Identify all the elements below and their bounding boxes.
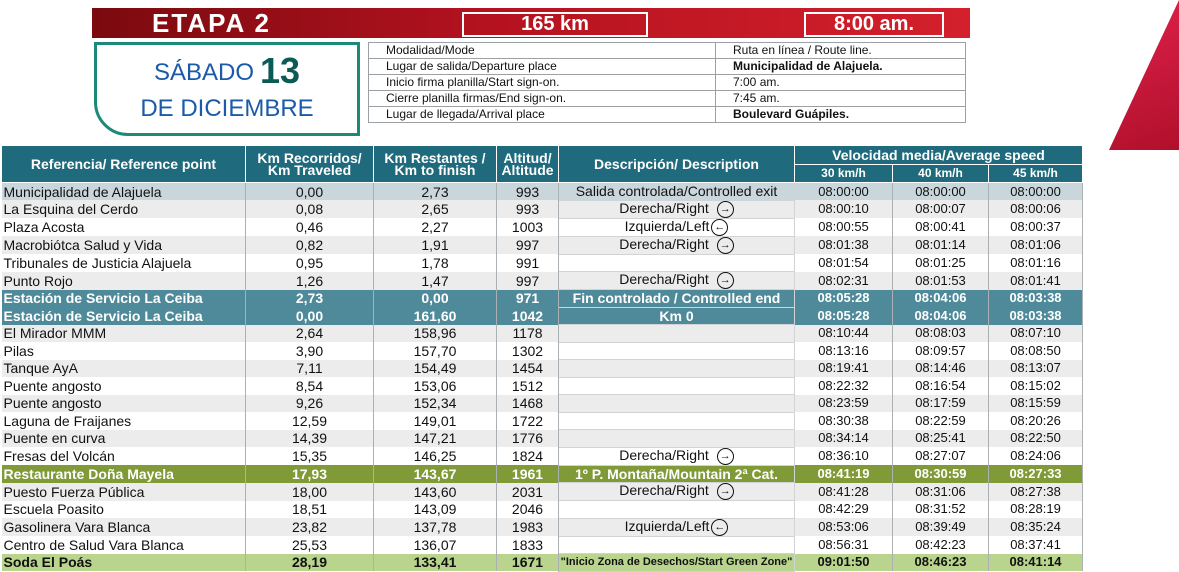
table-row	[2, 183, 1083, 201]
km-traveled-cell: 7,11	[246, 360, 374, 378]
km-traveled-cell: 23,82	[246, 518, 374, 536]
table-row	[2, 342, 1083, 360]
altitude-cell: 1042	[497, 307, 559, 325]
km-to-finish-cell: 146,25	[374, 447, 497, 465]
description-cell	[559, 307, 795, 325]
km-traveled-cell: 2,64	[246, 325, 374, 343]
km-traveled-cell: 17,93	[246, 465, 374, 483]
description-cell	[559, 342, 795, 360]
reference-cell: Pilas	[2, 342, 246, 360]
time-30-cell: 08:00:10	[795, 200, 893, 218]
table-row	[2, 272, 1083, 290]
info-label: Lugar de salida/Departure place	[369, 59, 716, 75]
time-30-cell: 08:34:14	[795, 430, 893, 448]
route-table	[1, 145, 1083, 572]
info-row	[369, 91, 966, 107]
km-to-finish-cell: 1,91	[374, 236, 497, 254]
time-30-cell: 08:02:31	[795, 272, 893, 290]
reference-cell: El Mirador MMM	[2, 325, 246, 343]
table-row	[2, 325, 1083, 343]
arrow-right-icon: →	[717, 448, 734, 465]
table-row	[2, 465, 1083, 483]
table-row	[2, 518, 1083, 536]
time-30-cell: 08:10:44	[795, 325, 893, 343]
reference-cell: Escuela Poasito	[2, 501, 246, 519]
altitude-cell: 1961	[497, 465, 559, 483]
description-cell	[559, 447, 795, 465]
time-40-cell: 08:39:49	[893, 518, 989, 536]
km-to-finish-cell: 154,49	[374, 360, 497, 378]
time-40-cell: 08:42:23	[893, 536, 989, 554]
time-30-cell: 08:05:28	[795, 307, 893, 325]
info-value: Boulevard Guápiles.	[716, 107, 966, 123]
table-row	[2, 536, 1083, 554]
km-traveled-cell: 1,26	[246, 272, 374, 290]
description-cell	[559, 325, 795, 343]
km-traveled-cell: 18,00	[246, 483, 374, 501]
header-speed-45: 45 km/h	[989, 164, 1083, 183]
reference-cell: Estación de Servicio La Ceiba	[2, 290, 246, 308]
date-line-1	[97, 50, 357, 91]
info-row	[369, 107, 966, 123]
altitude-cell: 2031	[497, 483, 559, 501]
time-30-cell: 08:42:29	[795, 501, 893, 519]
km-to-finish-cell: 0,00	[374, 290, 497, 308]
km-traveled-cell: 9,26	[246, 395, 374, 413]
description-text: Izquierda/Left	[624, 518, 710, 534]
km-to-finish-cell: 143,67	[374, 465, 497, 483]
km-traveled-cell: 0,82	[246, 236, 374, 254]
stage-distance: 165 km	[462, 12, 648, 37]
km-traveled-cell: 0,00	[246, 307, 374, 325]
table-row	[2, 412, 1083, 430]
time-45-cell: 08:41:14	[989, 554, 1083, 572]
description-cell	[559, 554, 795, 572]
altitude-cell: 997	[497, 236, 559, 254]
time-40-cell: 08:04:06	[893, 307, 989, 325]
table-row	[2, 307, 1083, 325]
km-traveled-cell: 2,73	[246, 290, 374, 308]
arrow-left-icon: ←	[711, 219, 728, 236]
km-to-finish-cell: 143,60	[374, 483, 497, 501]
table-row	[2, 447, 1083, 465]
reference-cell: Municipalidad de Alajuela	[2, 183, 246, 201]
table-row	[2, 254, 1083, 272]
table-row	[2, 483, 1083, 501]
time-45-cell: 08:35:24	[989, 518, 1083, 536]
reference-cell: Soda El Poás	[2, 554, 246, 572]
time-30-cell: 08:41:19	[795, 465, 893, 483]
description-cell	[559, 236, 795, 254]
description-cell	[559, 272, 795, 290]
km-to-finish-cell: 2,73	[374, 183, 497, 201]
description-cell	[559, 183, 795, 201]
description-cell	[559, 412, 795, 430]
reference-cell: Gasolinera Vara Blanca	[2, 518, 246, 536]
time-45-cell: 08:01:06	[989, 236, 1083, 254]
time-30-cell: 08:01:54	[795, 254, 893, 272]
time-30-cell: 08:56:31	[795, 536, 893, 554]
header-km-traveled: Km Recorridos/ Km Traveled	[246, 146, 374, 183]
time-40-cell: 08:31:06	[893, 483, 989, 501]
altitude-cell: 1468	[497, 395, 559, 413]
reference-cell: Laguna de Fraijanes	[2, 412, 246, 430]
time-45-cell: 08:03:38	[989, 307, 1083, 325]
table-row	[2, 395, 1083, 413]
arrow-right-icon: →	[717, 483, 734, 500]
altitude-cell: 1722	[497, 412, 559, 430]
km-traveled-cell: 18,51	[246, 501, 374, 519]
time-45-cell: 08:37:41	[989, 536, 1083, 554]
time-40-cell: 08:08:03	[893, 325, 989, 343]
reference-cell: Plaza Acosta	[2, 218, 246, 236]
km-traveled-cell: 14,39	[246, 430, 374, 448]
table-row	[2, 290, 1083, 308]
red-corner-shape	[1109, 0, 1179, 150]
altitude-cell: 1776	[497, 430, 559, 448]
info-label: Inicio firma planilla/Start sign-on.	[369, 75, 716, 91]
info-value: Ruta en línea / Route line.	[716, 43, 966, 59]
description-cell	[559, 200, 795, 218]
time-30-cell: 08:19:41	[795, 360, 893, 378]
reference-cell: La Esquina del Cerdo	[2, 200, 246, 218]
km-to-finish-cell: 1,47	[374, 272, 497, 290]
km-to-finish-cell: 2,65	[374, 200, 497, 218]
table-row	[2, 360, 1083, 378]
time-40-cell: 08:25:41	[893, 430, 989, 448]
altitude-cell: 1003	[497, 218, 559, 236]
reference-cell: Puente angosto	[2, 395, 246, 413]
km-to-finish-cell: 136,07	[374, 536, 497, 554]
reference-cell: Centro de Salud Vara Blanca	[2, 536, 246, 554]
time-30-cell: 08:05:28	[795, 290, 893, 308]
km-to-finish-cell: 147,21	[374, 430, 497, 448]
altitude-cell: 1671	[497, 554, 559, 572]
stage-title: ETAPA 2	[152, 8, 271, 38]
altitude-cell: 1833	[497, 536, 559, 554]
day-number: 13	[259, 50, 301, 91]
header-speed-30: 30 km/h	[795, 164, 893, 183]
reference-cell: Puente en curva	[2, 430, 246, 448]
table-row	[2, 501, 1083, 519]
time-30-cell: 08:36:10	[795, 447, 893, 465]
altitude-cell: 1824	[497, 447, 559, 465]
km-traveled-cell: 0,08	[246, 200, 374, 218]
table-row	[2, 430, 1083, 448]
time-40-cell: 08:46:23	[893, 554, 989, 572]
time-45-cell: 08:24:06	[989, 447, 1083, 465]
time-45-cell: 08:07:10	[989, 325, 1083, 343]
arrow-left-icon: ←	[711, 519, 728, 536]
altitude-cell: 971	[497, 290, 559, 308]
time-45-cell: 08:00:06	[989, 200, 1083, 218]
km-traveled-cell: 28,19	[246, 554, 374, 572]
description-text: Derecha/Right	[619, 236, 709, 252]
km-to-finish-cell: 153,06	[374, 377, 497, 395]
time-45-cell: 08:20:26	[989, 412, 1083, 430]
altitude-cell: 1178	[497, 325, 559, 343]
time-45-cell: 08:00:00	[989, 183, 1083, 201]
description-cell	[559, 465, 795, 483]
km-traveled-cell: 0,95	[246, 254, 374, 272]
weekday: SÁBADO	[153, 59, 254, 86]
time-45-cell: 08:01:16	[989, 254, 1083, 272]
month: DE DICIEMBRE	[140, 95, 314, 122]
time-30-cell: 08:30:38	[795, 412, 893, 430]
reference-cell: Tanque AyA	[2, 360, 246, 378]
info-label: Lugar de llegada/Arrival place	[369, 107, 716, 123]
km-traveled-cell: 8,54	[246, 377, 374, 395]
description-text: 1º P. Montaña/Mountain 2ª Cat.	[575, 465, 778, 482]
description-text: Derecha/Right	[619, 271, 709, 288]
km-to-finish-cell: 157,70	[374, 342, 497, 360]
time-40-cell: 08:09:57	[893, 342, 989, 360]
km-traveled-cell: 25,53	[246, 536, 374, 554]
description-cell	[559, 501, 795, 519]
table-row	[2, 377, 1083, 395]
start-time: 8:00 am.	[804, 12, 944, 37]
time-45-cell: 08:00:37	[989, 218, 1083, 236]
description-cell	[559, 430, 795, 448]
km-to-finish-cell: 158,96	[374, 325, 497, 343]
km-to-finish-cell: 152,34	[374, 395, 497, 413]
altitude-cell: 991	[497, 254, 559, 272]
time-30-cell: 08:41:28	[795, 483, 893, 501]
description-text: Derecha/Right	[619, 482, 709, 499]
time-45-cell: 08:22:50	[989, 430, 1083, 448]
time-40-cell: 08:04:06	[893, 290, 989, 308]
table-row	[2, 200, 1083, 218]
reference-cell: Punto Rojo	[2, 272, 246, 290]
reference-cell: Puesto Fuerza Pública	[2, 483, 246, 501]
time-45-cell: 08:27:33	[989, 465, 1083, 483]
description-text: Derecha/Right	[619, 447, 709, 463]
time-45-cell: 08:15:02	[989, 377, 1083, 395]
time-40-cell: 08:31:52	[893, 501, 989, 519]
reference-cell: Fresas del Volcán	[2, 447, 246, 465]
km-traveled-cell: 15,35	[246, 447, 374, 465]
description-cell	[559, 536, 795, 554]
altitude-cell: 1512	[497, 377, 559, 395]
arrow-right-icon: →	[717, 201, 734, 218]
time-30-cell: 08:22:32	[795, 377, 893, 395]
time-40-cell: 08:27:07	[893, 447, 989, 465]
info-label: Modalidad/Mode	[369, 43, 716, 59]
info-value: 7:45 am.	[716, 91, 966, 107]
description-cell	[559, 290, 795, 308]
time-40-cell: 08:16:54	[893, 377, 989, 395]
time-40-cell: 08:17:59	[893, 395, 989, 413]
header-km-to-finish: Km Restantes / Km to finish	[374, 146, 497, 183]
km-to-finish-cell: 2,27	[374, 218, 497, 236]
reference-cell: Puente angosto	[2, 377, 246, 395]
altitude-cell: 993	[497, 200, 559, 218]
km-to-finish-cell: 1,78	[374, 254, 497, 272]
reference-cell: Estación de Servicio La Ceiba	[2, 307, 246, 325]
info-row	[369, 75, 966, 91]
description-cell	[559, 395, 795, 413]
time-45-cell: 08:15:59	[989, 395, 1083, 413]
km-traveled-cell: 3,90	[246, 342, 374, 360]
description-cell	[559, 483, 795, 501]
time-45-cell: 08:13:07	[989, 360, 1083, 378]
arrow-right-icon: →	[717, 237, 734, 254]
description-cell	[559, 518, 795, 536]
info-value: Municipalidad de Alajuela.	[716, 59, 966, 75]
km-to-finish-cell: 137,78	[374, 518, 497, 536]
description-cell	[559, 360, 795, 378]
time-30-cell: 08:00:00	[795, 183, 893, 201]
table-row	[2, 554, 1083, 572]
time-45-cell: 08:28:19	[989, 501, 1083, 519]
time-45-cell: 08:01:41	[989, 272, 1083, 290]
table-row	[2, 236, 1083, 254]
time-40-cell: 08:00:07	[893, 200, 989, 218]
altitude-cell: 2046	[497, 501, 559, 519]
time-40-cell: 08:22:59	[893, 412, 989, 430]
reference-cell: Tribunales de Justicia Alajuela	[2, 254, 246, 272]
time-40-cell: 08:01:25	[893, 254, 989, 272]
info-row	[369, 43, 966, 59]
description-text: Km 0	[659, 307, 694, 324]
km-to-finish-cell: 161,60	[374, 307, 497, 325]
info-label: Cierre planilla firmas/End sign-on.	[369, 91, 716, 107]
km-traveled-cell: 0,00	[246, 183, 374, 201]
description-text: Salida controlada/Controlled exit	[575, 183, 778, 200]
header-description: Descripción/ Description	[559, 146, 795, 183]
stage-banner	[92, 8, 970, 38]
altitude-cell: 993	[497, 183, 559, 201]
info-value: 7:00 am.	[716, 75, 966, 91]
altitude-cell: 997	[497, 272, 559, 290]
reference-cell: Macrobiótca Salud y Vida	[2, 236, 246, 254]
description-text: Izquierda/Left	[624, 218, 710, 234]
time-30-cell: 09:01:50	[795, 554, 893, 572]
time-40-cell: 08:30:59	[893, 465, 989, 483]
km-traveled-cell: 12,59	[246, 412, 374, 430]
time-40-cell: 08:14:46	[893, 360, 989, 378]
description-cell	[559, 218, 795, 236]
description-cell	[559, 254, 795, 272]
stage-info-table	[368, 42, 966, 123]
time-45-cell: 08:08:50	[989, 342, 1083, 360]
time-40-cell: 08:00:00	[893, 183, 989, 201]
km-to-finish-cell: 149,01	[374, 412, 497, 430]
km-to-finish-cell: 143,09	[374, 501, 497, 519]
time-30-cell: 08:13:16	[795, 342, 893, 360]
km-traveled-cell: 0,46	[246, 218, 374, 236]
km-to-finish-cell: 133,41	[374, 554, 497, 572]
altitude-cell: 1983	[497, 518, 559, 536]
description-text: "Inicio Zona de Desechos/Start Green Zone"	[560, 556, 793, 569]
header-average-speed: Velocidad media/Average speed	[795, 146, 1083, 165]
header-speed-40: 40 km/h	[893, 164, 989, 183]
date-card	[94, 42, 360, 136]
time-30-cell: 08:53:06	[795, 518, 893, 536]
arrow-right-icon: →	[717, 272, 734, 289]
time-45-cell: 08:03:38	[989, 290, 1083, 308]
time-30-cell: 08:01:38	[795, 236, 893, 254]
time-40-cell: 08:01:53	[893, 272, 989, 290]
time-40-cell: 08:01:14	[893, 236, 989, 254]
time-45-cell: 08:27:38	[989, 483, 1083, 501]
description-text: Fin controlado / Controlled end	[572, 290, 781, 307]
altitude-cell: 1454	[497, 360, 559, 378]
header-altitude: Altitud/ Altitude	[497, 146, 559, 183]
table-row	[2, 218, 1083, 236]
time-30-cell: 08:23:59	[795, 395, 893, 413]
header-reference: Referencia/ Reference point	[2, 146, 246, 183]
time-40-cell: 08:00:41	[893, 218, 989, 236]
description-cell	[559, 377, 795, 395]
time-30-cell: 08:00:55	[795, 218, 893, 236]
altitude-cell: 1302	[497, 342, 559, 360]
description-text: Derecha/Right	[619, 200, 709, 216]
info-row	[369, 59, 966, 75]
reference-cell: Restaurante Doña Mayela	[2, 465, 246, 483]
